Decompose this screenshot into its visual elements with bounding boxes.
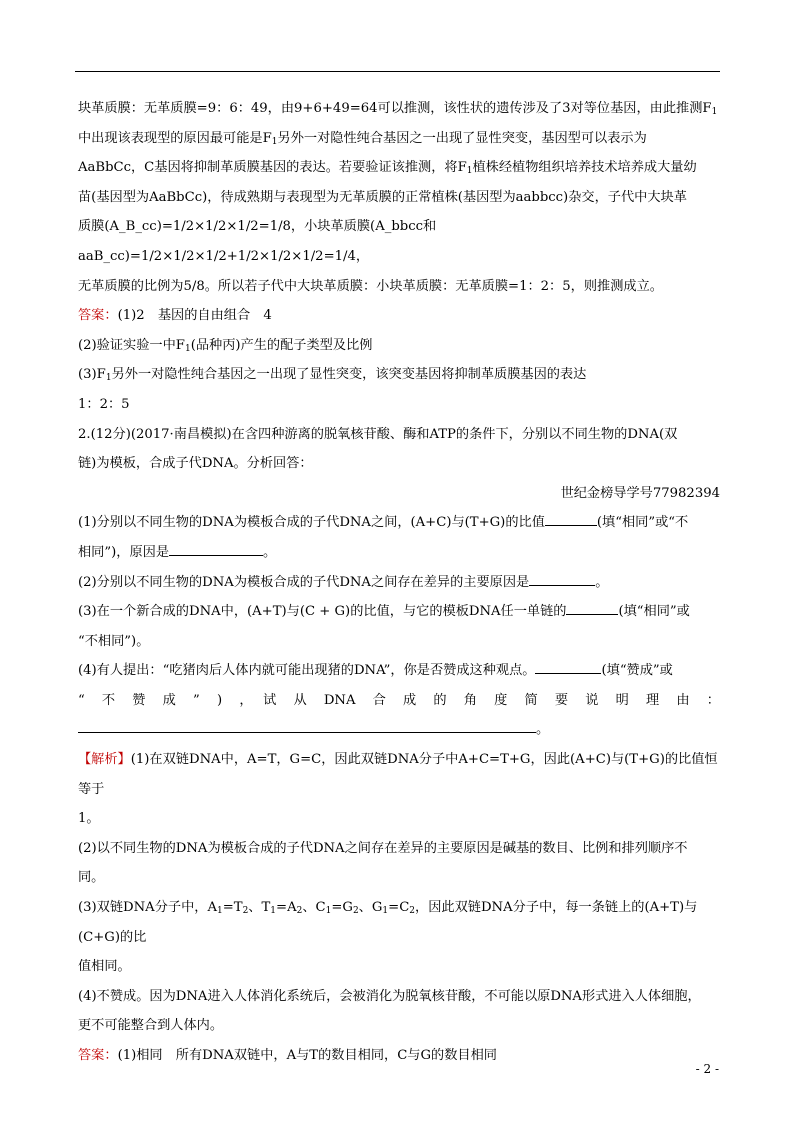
question-line: (4)有人提出：“吃猪肉后人体内就可能出现猪的DNA”，你是否赞成这种观点。 (填“赞成”或: [78, 656, 720, 686]
analysis-line: (2)以不同生物的DNA为模板合成的子代DNA之间存在差异的主要原因是碱基的数目、比例和排列顺序不: [78, 840, 688, 856]
answer-line: 1：2：5: [78, 396, 130, 412]
answer-line: 答案：(1)2 基因的自由组合 4: [78, 308, 272, 324]
page-number: - 2 -: [695, 1062, 719, 1076]
fill-blank[interactable]: [169, 539, 263, 556]
fill-blank[interactable]: [566, 598, 618, 615]
analysis-line: 1。: [78, 811, 100, 827]
question-line: (1)分别以不同生物的DNA为模板合成的子代DNA之间，(A+C)与(T+G)的比值 (填“相同”或“不: [78, 508, 720, 538]
answer-label: 答案：: [78, 1048, 118, 1063]
analysis-line: (4)不赞成。因为DNA进入人体消化系统后，会被消化为脱氧核苷酸，不可能以原DNA形式进入人体细胞，: [78, 988, 701, 1004]
fill-blank[interactable]: [535, 657, 601, 674]
fill-blank[interactable]: [545, 509, 597, 526]
text-line: AaBbCc，C基因将抑制革质膜基因的表达。若要验证该推测，将$F_1$植株经植物组织培养技术培养成大量幼: [78, 160, 697, 177]
question-line: “ 不 赞 成 ” ) ， 试 从 DNA 合 成 的 角 度 简 要 说 明 理 由 ：: [78, 692, 720, 708]
header-rule: [75, 71, 720, 72]
analysis-line: (3)双链DNA分子中，$A_1=T_2$、$T_1=A_2$、$C_1=G_2$、$G_1=C_2$，因此双链DNA分子中，每一条链上的(A+T)与(C+G)的比: [78, 900, 698, 945]
question-id: 世纪金榜导学号77982394: [560, 485, 720, 501]
answer-label: 答案：: [78, 308, 118, 324]
answer-line: $(3)F_1$另外一对隐性纯合基因之一出现了显性突变，该突变基因将抑制革质膜基因的表达: [78, 367, 587, 384]
answer-line: (2)验证实验一中$F_1$(品种丙)产生的配子类型及比例: [78, 337, 373, 354]
question-line: 2.(12分)(2017·南昌模拟)在含四种游离的脱氧核苷酸、酶和ATP的条件下，分别以不同生物的DNA(双: [78, 426, 678, 442]
fill-blank[interactable]: [529, 569, 595, 586]
question-line: “不相同”)。: [78, 633, 150, 649]
fill-blank[interactable]: [78, 716, 536, 733]
text-line: 块革质膜：无革质膜=9：6：49，由9+6+49=64可以推测，该性状的遗传涉及了3对等位基因，由此推测$F_1$: [78, 101, 718, 117]
question-line: 。: [78, 715, 720, 745]
question-line: (2)分别以不同生物的DNA为模板合成的子代DNA之间存在差异的主要原因是 。: [78, 568, 720, 598]
text-line: 质膜(A_B_cc)=1/2×1/2×1/2=1/8，小块革质膜(A_bbcc和aaB_cc)=1/2×1/2×1/2+1/2×1/2×1/2=1/4，: [78, 219, 437, 264]
text-line: 中出现该表现型的原因最可能是$F_1$另外一对隐性纯合基因之一出现了显性突变，基因型可以表示为: [78, 130, 647, 147]
document-body: [78, 94, 720, 1071]
analysis-line: 更不可能整合到人体内。: [78, 1018, 224, 1034]
question-line: 相同”)，原因是 。: [78, 538, 720, 568]
analysis-line: 值相同。: [78, 959, 131, 975]
analysis-line: 同。: [78, 870, 105, 886]
text-line: 无革质膜的比例为5/8。所以若子代中大块革质膜：小块革质膜：无革质膜=1：2：5，则推测成立。: [78, 278, 663, 294]
analysis-label: 【解析】: [78, 752, 131, 768]
answer-line: 答案：(1)相同 所有DNA双链中，A与T的数目相同，C与G的数目相同: [78, 1048, 497, 1063]
analysis-line: 【解析】(1)在双链DNA中，A=T，G=C，因此双链DNA分子中A+C=T+G，因此(A+C)与(T+G)的比值恒等于: [78, 752, 718, 797]
text-line: 苗(基因型为AaBbCc)，待成熟期与表现型为无革质膜的正常植株(基因型为aabbcc)杂交，子代中大块革: [78, 189, 687, 205]
question-line: 链)为模板，合成子代DNA。分析回答：: [78, 456, 313, 472]
question-line: (3)在一个新合成的DNA中，(A+T)与(C + G)的比值，与它的模板DNA任一单链的 (填“相同”或: [78, 597, 720, 627]
